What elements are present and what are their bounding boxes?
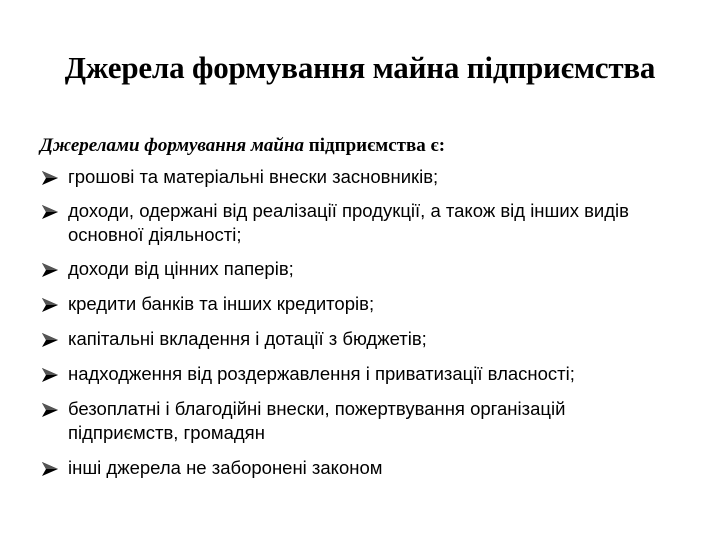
list-item-text: капітальні вкладення і дотації з бюджетів; <box>68 328 427 349</box>
arrowhead-bullet-icon <box>42 205 58 219</box>
list-item-text: безоплатні і благодійні внески, пожертвування організацій підприємств, громадян <box>68 398 566 443</box>
list-item <box>40 257 680 281</box>
list-item <box>40 327 680 351</box>
slide-title: Джерела формування майна підприємства <box>64 50 656 85</box>
list-item-text: доходи від цінних паперів; <box>68 258 294 279</box>
arrowhead-bullet-icon <box>42 403 58 417</box>
arrowhead-bullet-icon <box>42 368 58 382</box>
list-item <box>40 292 680 316</box>
arrowhead-bullet-icon <box>42 263 58 277</box>
list-item-text: кредити банків та інших кредиторів; <box>68 293 375 314</box>
list-item <box>40 362 680 386</box>
intro-line <box>40 134 680 158</box>
list-item-text: доходи, одержані від реалізації продукції, а також від інших видів основної діяльності; <box>68 200 629 245</box>
list-item-text: інші джерела не заборонені законом <box>68 457 383 478</box>
sources-list <box>40 165 680 480</box>
list-item <box>40 199 680 247</box>
list-item-text: грошові та матеріальні внески засновників; <box>68 166 439 187</box>
list-item <box>40 456 680 480</box>
intro-rest: підприємства є: <box>304 135 446 156</box>
list-item <box>40 165 680 189</box>
arrowhead-bullet-icon <box>42 462 58 476</box>
arrowhead-bullet-icon <box>42 171 58 185</box>
list-item <box>40 397 680 445</box>
intro-lead: Джерелами формування майна <box>40 135 305 156</box>
list-item-text: надходження від роздержавлення і приватизації власності; <box>68 363 575 384</box>
arrowhead-bullet-icon <box>42 333 58 347</box>
arrowhead-bullet-icon <box>42 298 58 312</box>
